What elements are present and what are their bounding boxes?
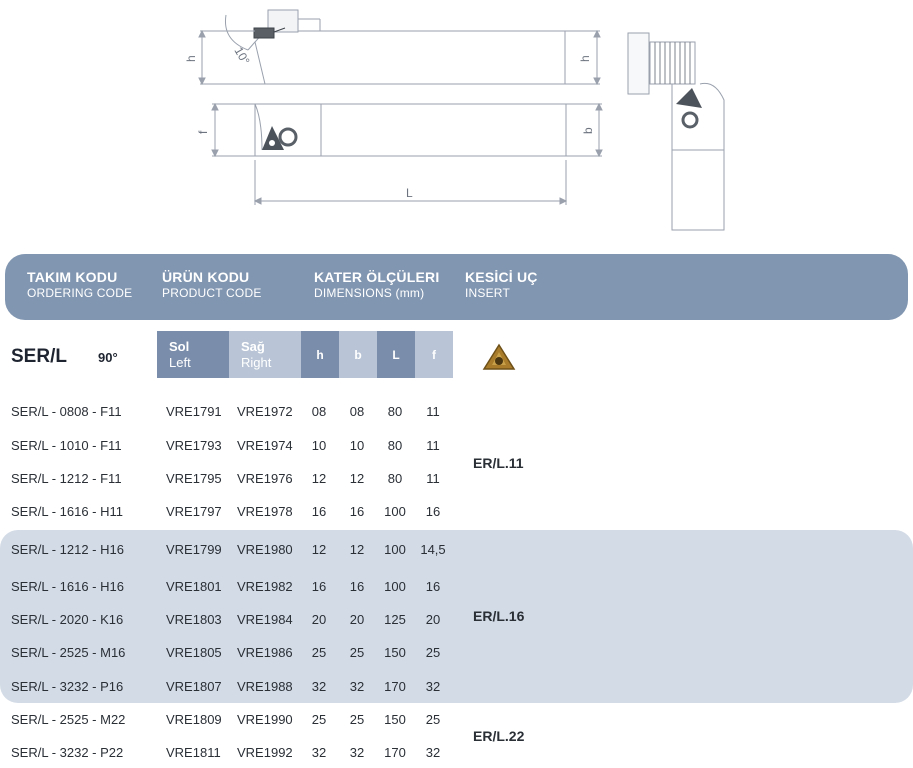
dim-h-label: h — [184, 55, 198, 62]
table-cell-code: SER/L - 2020 - K16 — [11, 612, 124, 627]
table-cell-b: 25 — [349, 712, 365, 727]
table-cell-code: SER/L - 3232 - P22 — [11, 745, 124, 760]
table-cell-b: 25 — [349, 645, 365, 660]
ordering-code-header: TAKIM KODU ORDERING CODE — [27, 269, 133, 300]
table-cell-b: 10 — [349, 438, 365, 453]
table-cell-right: VRE1978 — [237, 504, 293, 519]
right-column-header: Sağ Right — [229, 331, 301, 378]
table-cell-code: SER/L - 1616 - H16 — [11, 579, 124, 594]
tool-holder-drawing — [0, 0, 913, 250]
product-code-header: ÜRÜN KODU PRODUCT CODE — [162, 269, 262, 300]
table-cell-L: 80 — [387, 438, 403, 453]
table-cell-L: 125 — [384, 612, 406, 627]
table-cell-right: VRE1984 — [237, 612, 293, 627]
table-cell-f: 16 — [425, 579, 441, 594]
table-cell-L: 80 — [387, 404, 403, 419]
table-cell-b: 12 — [349, 471, 365, 486]
table-row — [0, 436, 913, 456]
table-cell-right: VRE1972 — [237, 404, 293, 419]
holder-side-view — [255, 31, 565, 84]
table-cell-right: VRE1974 — [237, 438, 293, 453]
b-column-header: b — [339, 331, 377, 378]
table-cell-code: SER/L - 1212 - F11 — [11, 471, 122, 486]
table-row — [0, 502, 913, 522]
table-cell-b: 32 — [349, 679, 365, 694]
table-cell-h: 08 — [311, 404, 327, 419]
table-header-band — [5, 254, 908, 320]
table-cell-left: VRE1791 — [166, 404, 222, 419]
table-cell-b: 32 — [349, 745, 365, 760]
table-cell-L: 100 — [384, 542, 406, 557]
table-cell-left: VRE1807 — [166, 679, 222, 694]
table-cell-left: VRE1811 — [166, 745, 221, 760]
table-cell-left: VRE1795 — [166, 471, 222, 486]
table-row — [0, 710, 913, 730]
L-column-header: L — [377, 331, 415, 378]
series-name: SER/L — [11, 346, 67, 367]
table-cell-f: 32 — [425, 679, 441, 694]
dim-L-label: L — [406, 186, 413, 200]
table-cell-b: 08 — [349, 404, 365, 419]
table-cell-f: 32 — [425, 745, 441, 760]
table-cell-b: 16 — [349, 504, 365, 519]
table-cell-f: 11 — [426, 471, 440, 486]
table-cell-L: 170 — [384, 679, 406, 694]
table-cell-b: 20 — [349, 612, 365, 627]
series-angle: 90° — [98, 350, 118, 365]
table-cell-L: 150 — [384, 645, 406, 660]
table-cell-h: 25 — [311, 645, 327, 660]
table-cell-h: 12 — [311, 471, 327, 486]
table-cell-right: VRE1976 — [237, 471, 293, 486]
table-cell-L: 100 — [384, 579, 406, 594]
f-column-header: f — [415, 331, 453, 378]
dimensions-header: KATER ÖLÇÜLERI DIMENSIONS (mm) — [314, 269, 440, 300]
table-cell-right: VRE1980 — [237, 542, 293, 557]
table-row — [0, 743, 913, 763]
dim-b-label: b — [581, 127, 595, 134]
table-cell-right: VRE1990 — [237, 712, 293, 727]
dim-f-label: f — [196, 130, 210, 134]
table-cell-left: VRE1809 — [166, 712, 222, 727]
table-row — [0, 677, 913, 697]
table-cell-code: SER/L - 1616 - H11 — [11, 504, 123, 519]
table-cell-f: 11 — [426, 438, 440, 453]
insert-group-11: ER/L.11 — [473, 455, 524, 471]
table-cell-L: 100 — [384, 504, 406, 519]
table-cell-h: 20 — [311, 612, 327, 627]
table-cell-L: 170 — [384, 745, 406, 760]
table-cell-left: VRE1805 — [166, 645, 222, 660]
table-cell-right: VRE1986 — [237, 645, 293, 660]
table-cell-h: 32 — [311, 679, 327, 694]
table-cell-code: SER/L - 0808 - F11 — [11, 404, 122, 419]
dim-h-right-label: h — [578, 55, 592, 62]
table-cell-left: VRE1793 — [166, 438, 222, 453]
insert-group-22: ER/L.22 — [473, 728, 525, 744]
table-cell-f: 25 — [425, 645, 441, 660]
table-cell-left: VRE1801 — [166, 579, 222, 594]
table-cell-code: SER/L - 2525 - M22 — [11, 712, 126, 727]
table-cell-L: 80 — [387, 471, 403, 486]
table-cell-f: 14,5 — [420, 542, 446, 557]
table-row — [0, 469, 913, 489]
table-cell-f: 25 — [425, 712, 441, 727]
table-cell-L: 150 — [384, 712, 406, 727]
table-cell-f: 11 — [426, 404, 440, 419]
table-cell-right: VRE1988 — [237, 679, 293, 694]
table-cell-h: 12 — [311, 542, 327, 557]
table-cell-right: VRE1992 — [237, 745, 293, 760]
table-cell-right: VRE1982 — [237, 579, 293, 594]
table-cell-left: VRE1799 — [166, 542, 222, 557]
table-cell-left: VRE1803 — [166, 612, 222, 627]
table-cell-code: SER/L - 3232 - P16 — [11, 679, 124, 694]
table-row — [0, 577, 913, 597]
holder-plan-view — [255, 104, 566, 156]
angle-label: 10° — [231, 44, 253, 68]
insert-icon — [482, 343, 516, 373]
insert-header: KESİCİ UÇ INSERT — [465, 269, 538, 300]
table-cell-code: SER/L - 1010 - F11 — [11, 438, 122, 453]
table-row — [0, 643, 913, 663]
table-cell-b: 12 — [349, 542, 365, 557]
table-cell-h: 16 — [311, 579, 327, 594]
table-row — [0, 610, 913, 630]
table-cell-code: SER/L - 1212 - H16 — [11, 542, 124, 557]
table-cell-h: 32 — [311, 745, 327, 760]
table-cell-h: 10 — [311, 438, 327, 453]
table-cell-h: 25 — [311, 712, 327, 727]
table-cell-f: 16 — [425, 504, 441, 519]
insert-group-16: ER/L.16 — [473, 608, 525, 624]
table-row — [0, 540, 913, 560]
h-column-header: h — [301, 331, 339, 378]
table-cell-f: 20 — [425, 612, 441, 627]
table-cell-code: SER/L - 2525 - M16 — [11, 645, 126, 660]
table-row — [0, 402, 913, 422]
table-cell-h: 16 — [311, 504, 327, 519]
table-cell-left: VRE1797 — [166, 504, 222, 519]
left-column-header: Sol Left — [157, 331, 229, 378]
table-cell-b: 16 — [349, 579, 365, 594]
